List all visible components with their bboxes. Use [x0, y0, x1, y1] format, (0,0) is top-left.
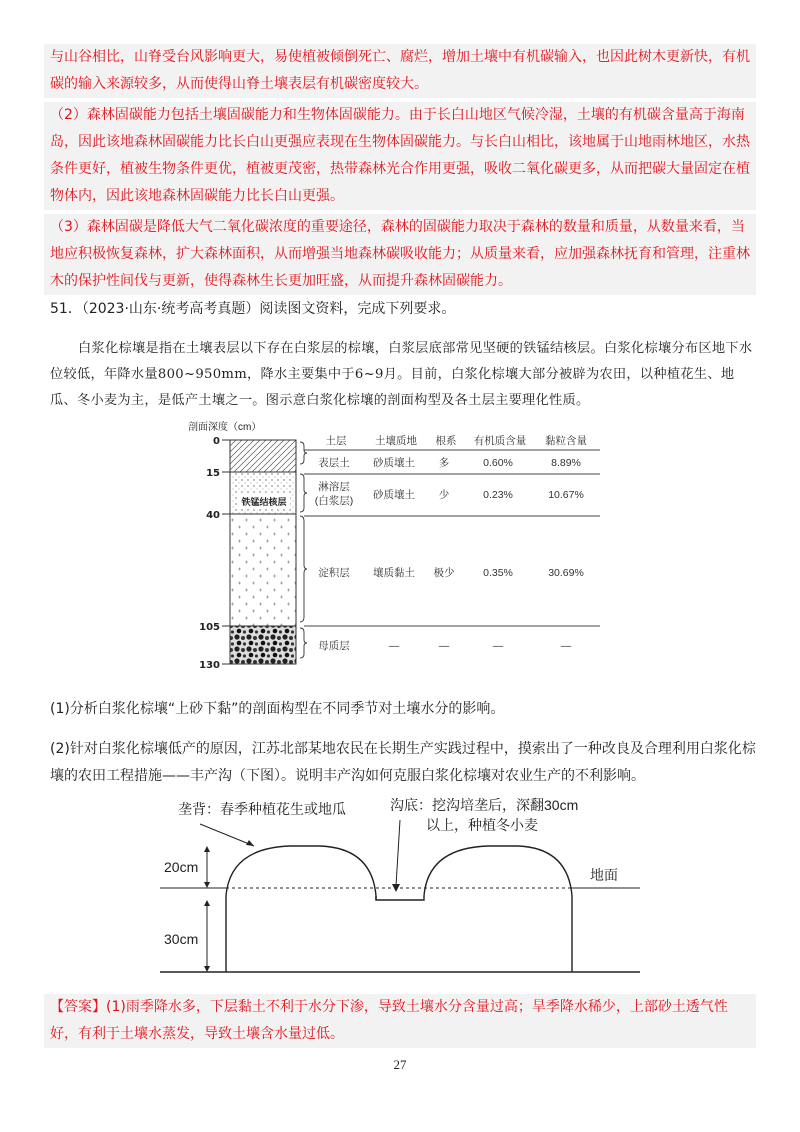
row1-roots: 多: [438, 457, 450, 469]
depth-tick-105: 105: [199, 622, 220, 633]
question-stem: 51．（2023·山东·统考高考真题）阅读图文资料，完成下列要求。: [50, 301, 456, 317]
answer-continuation-3: （3）森林固碳是降低大气二氧化碳浓度的重要途径，森林的固碳能力取决于森林的数量和质量，从数量来看，当地应积极恢复森林，扩大森林面积，从而增强当地森林碳吸收能力；从质量来看，应加强森林抚育和管理，注重林木的保护性间伐与更新，使得森林生长更加旺盛，从而提升森林固碳能力。: [44, 214, 756, 295]
sub-question-2: (2)针对白浆化棕壤低产的原因，江苏北部某地农民在长期生产实践过程中，摸索出了一种改良及合理利用白浆化棕壤的农田工程措施——丰产沟（下图）。说明丰产沟如何克服白浆化棕壤对农业生产的不利影响。: [50, 741, 756, 784]
row4-roots: —: [438, 640, 450, 652]
row2-organic: 0.23%: [483, 489, 513, 501]
ditch-label-line2: 以上，种植冬小麦: [426, 817, 538, 833]
row3-texture: 壤质黏土: [373, 567, 415, 579]
ridge-label: 垄背：春季种植花生或地瓜: [178, 801, 346, 817]
row2-roots: 少: [438, 489, 450, 501]
row4-layer: 母质层: [318, 640, 350, 652]
ditch-label-line1: 沟底：挖沟培垄后，深翻30cm: [390, 797, 579, 813]
row3-layer: 淀积层: [318, 567, 350, 579]
dim-bottom-label: 30cm: [164, 931, 199, 947]
row1-texture: 砂质壤土: [373, 457, 415, 469]
answer-block: [44, 994, 756, 1048]
depth-tick-15: 15: [206, 468, 220, 479]
row3-clay: 30.69%: [548, 567, 584, 579]
row2-texture: 砂质壤土: [373, 489, 415, 501]
soil-profile-figure: [186, 418, 606, 678]
row1-organic: 0.60%: [483, 457, 513, 469]
passage-text: 白浆化棕壤是指在土壤表层以下存在白浆层的棕壤，白浆层底部常见坚硬的铁锰结核层。白浆化棕壤分布区地下水位较低，年降水量800~950mm，降水主要集中于6~9月。目前，白浆化棕壤大部分被辟为农田，以种植花生、地瓜、冬小麦为主，是低产土壤之一。图示意白浆化棕壤的剖面构型及各土层主要理化性质。: [50, 341, 753, 408]
row1-clay: 8.89%: [551, 457, 581, 469]
ditch-figure: [150, 790, 650, 980]
depth-tick-40: 40: [206, 510, 220, 521]
depth-tick-130: 130: [199, 660, 220, 671]
row4-clay: —: [560, 640, 572, 652]
row1-layer: 表层土: [318, 457, 350, 469]
header-layer: 土层: [325, 435, 347, 447]
depth-tick-0: 0: [213, 436, 220, 447]
dim-top-label: 20cm: [164, 859, 199, 875]
answer-continuation-2: （2）森林固碳能力包括土壤固碳能力和生物体固碳能力。由于长白山地区气候冷湿，土壤的有机碳含量高于海南岛，因此该地森林固碳能力比长白山更强应表现在生物体固碳能力。与长白山相比，该地属于山地雨林地区，水热条件更好，植被生物条件更优，植被更茂密，热带森林光合作用更强，吸收二氧化碳更多，从而把碳大量固定在植物体内，因此该地森林固碳能力比长白山更强。: [44, 102, 756, 210]
question-passage: [50, 336, 756, 414]
page-number: 27: [393, 1057, 407, 1072]
row2-layer-sub: (白浆层): [314, 495, 354, 507]
sub-question-1: (1)分析白浆化棕壤“上砂下黏”的剖面构型在不同季节对土壤水分的影响。: [50, 701, 505, 717]
header-texture: 土壤质地: [375, 435, 417, 447]
row3-organic: 0.35%: [483, 567, 513, 579]
depth-axis-title: 剖面深度（cm）: [188, 422, 262, 433]
row4-texture: —: [388, 640, 400, 652]
row3-roots: 极少: [433, 567, 455, 579]
answer-continuation-1: 与山谷相比，山脊受台风影响更大，易使植被倾倒死亡、腐烂，增加土壤中有机碳输入，也因此树木更新快，有机碳的输入来源较多，从而使得山脊土壤表层有机碳密度较大。: [44, 44, 756, 98]
row4-organic: —: [492, 640, 504, 652]
ground-label: 地面: [590, 867, 618, 883]
header-organic: 有机质含量: [473, 435, 527, 447]
header-roots: 根系: [435, 435, 457, 447]
answer-tag: 【答案】: [50, 999, 106, 1015]
answer-text: (1)雨季降水多，下层黏土不利于水分下渗，导致土壤水分含量过高；旱季降水稀少，上部砂土透气性好，有利于土壤水蒸发，导致土壤含水量过低。: [50, 999, 728, 1042]
row2-clay: 10.67%: [548, 489, 584, 501]
header-clay: 黏粒含量: [545, 435, 587, 447]
row2-layer: 淋溶层: [318, 481, 350, 493]
nodule-label: 铁锰结核层: [241, 497, 287, 507]
